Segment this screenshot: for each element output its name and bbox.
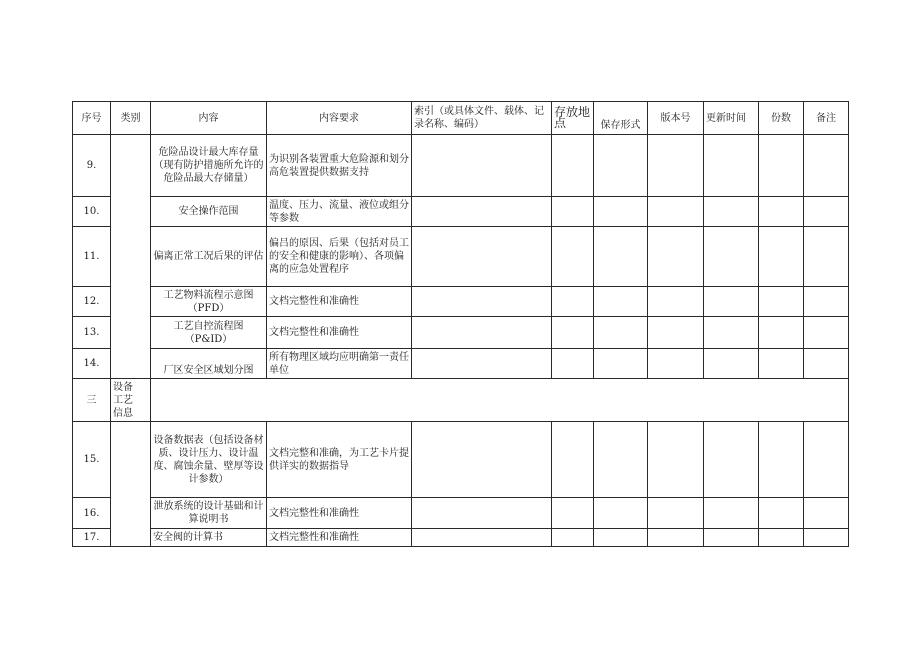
table-row: [73, 349, 849, 379]
row-no: 10.: [73, 197, 111, 227]
section-fill: [151, 379, 849, 422]
row-version: [648, 197, 704, 227]
table-row: [73, 287, 849, 317]
row-copies: [759, 349, 804, 379]
row-no: 13.: [73, 317, 111, 349]
row-no: 17.: [73, 529, 111, 547]
row-update-time: [704, 227, 759, 287]
header-category: 类别: [111, 102, 151, 135]
header-requirement: 内容要求: [267, 102, 412, 135]
row-storage-form: [594, 422, 648, 498]
table-row: [73, 197, 849, 227]
header-version: 版本号: [648, 102, 704, 135]
row-update-time: [704, 287, 759, 317]
row-storage-form: [594, 498, 648, 529]
row-copies: [759, 227, 804, 287]
row-update-time: [704, 529, 759, 547]
row-storage-form: [594, 287, 648, 317]
table-row: [73, 317, 849, 349]
row-content: 安全操作范围: [151, 197, 267, 227]
section-row: [73, 379, 849, 422]
row-requirement: 为识别各装置重大危险源和划分高危装置提供数据支持: [267, 135, 412, 197]
row-version: [648, 422, 704, 498]
row-requirement: 文档完整性和准确性: [267, 529, 412, 547]
header-content: 内容: [151, 102, 267, 135]
row-location: [552, 529, 594, 547]
row-version: [648, 317, 704, 349]
row-storage-form: [594, 317, 648, 349]
row-content: 工艺物料流程示意图（PFD）: [151, 287, 267, 317]
row-requirement: 文档完整和准确，为工艺卡片提供详实的数据指导: [267, 422, 412, 498]
row-update-time: [704, 197, 759, 227]
header-index: 索引（或具体文件、载体、记录名称、编码）: [412, 102, 552, 135]
section-title: [111, 379, 151, 422]
row-remarks: [804, 135, 849, 197]
row-remarks: [804, 349, 849, 379]
row-index: [412, 498, 552, 529]
row-location: [552, 287, 594, 317]
row-copies: [759, 197, 804, 227]
row-index: [412, 227, 552, 287]
row-no: 11.: [73, 227, 111, 287]
row-remarks: [804, 529, 849, 547]
row-index: [412, 422, 552, 498]
row-index: [412, 349, 552, 379]
row-version: [648, 529, 704, 547]
row-requirement: 所有物理区域均应明确第一责任单位: [267, 349, 412, 379]
section-title-text: 设备工艺信息: [113, 381, 133, 419]
row-location: [552, 227, 594, 287]
category-cell: [111, 422, 151, 547]
row-index: [412, 135, 552, 197]
row-location: [552, 422, 594, 498]
row-requirement: 文档完整性和准确性: [267, 317, 412, 349]
header-no: 序号: [73, 102, 111, 135]
row-remarks: [804, 227, 849, 287]
row-version: [648, 498, 704, 529]
row-update-time: [704, 135, 759, 197]
row-copies: [759, 317, 804, 349]
row-no: 14.: [73, 349, 111, 379]
document-table: [72, 101, 849, 547]
row-update-time: [704, 317, 759, 349]
row-location: [552, 349, 594, 379]
row-no: 12.: [73, 287, 111, 317]
row-location: [552, 135, 594, 197]
row-content: 泄放系统的设计基础和计算说明书: [151, 498, 267, 529]
row-remarks: [804, 317, 849, 349]
row-update-time: [704, 422, 759, 498]
row-index: [412, 317, 552, 349]
row-storage-form: [594, 197, 648, 227]
header-copies: 份数: [759, 102, 804, 135]
table-row: [73, 227, 849, 287]
row-no: 16.: [73, 498, 111, 529]
row-update-time: [704, 349, 759, 379]
row-requirement: 文档完整性和准确性: [267, 287, 412, 317]
header-remarks: 备注: [804, 102, 849, 135]
row-remarks: [804, 498, 849, 529]
row-requirement: 温度、压力、流量、液位或组分等参数: [267, 197, 412, 227]
row-remarks: [804, 287, 849, 317]
row-version: [648, 227, 704, 287]
row-copies: [759, 422, 804, 498]
row-content: 厂区安全区域划分图: [151, 349, 267, 379]
row-index: [412, 529, 552, 547]
header-location: 存放地点: [552, 102, 594, 135]
row-copies: [759, 287, 804, 317]
row-requirement: 文档完整性和准确性: [267, 498, 412, 529]
row-content: 危险品设计最大库存量（现有防护措施所允许的危险品最大存储量）: [151, 135, 267, 197]
row-copies: [759, 529, 804, 547]
row-content: 安全阀的计算书: [151, 529, 267, 547]
row-copies: [759, 135, 804, 197]
row-version: [648, 287, 704, 317]
table-row: [73, 529, 849, 547]
table-row: [73, 422, 849, 498]
section-no: 三: [73, 379, 111, 422]
category-cell: [111, 135, 151, 379]
row-content: 偏离正常工况后果的评估: [151, 227, 267, 287]
row-index: [412, 197, 552, 227]
row-remarks: [804, 422, 849, 498]
row-storage-form: [594, 349, 648, 379]
row-storage-form: [594, 135, 648, 197]
table-row: [73, 498, 849, 529]
row-content: 工艺自控流程图（P&ID）: [151, 317, 267, 349]
row-location: [552, 197, 594, 227]
table-row: [73, 135, 849, 197]
row-version: [648, 135, 704, 197]
row-location: [552, 317, 594, 349]
row-remarks: [804, 197, 849, 227]
row-update-time: [704, 498, 759, 529]
header-update-time: 更新时间: [704, 102, 759, 135]
row-content: 设备数据表（包括设备材质、设计压力、设计温度、腐蚀余量、壁厚等设计参数）: [151, 422, 267, 498]
header-row: [73, 102, 849, 135]
row-storage-form: [594, 227, 648, 287]
row-requirement: 偏吕的原因、后果（包括对员工的安全和健康的影响）、各项偏离的应急处置程序: [267, 227, 412, 287]
header-storage-form: 保存形式: [594, 102, 648, 135]
row-version: [648, 349, 704, 379]
row-no: 15.: [73, 422, 111, 498]
row-copies: [759, 498, 804, 529]
row-no: 9.: [73, 135, 111, 197]
row-storage-form: [594, 529, 648, 547]
row-location: [552, 498, 594, 529]
row-index: [412, 287, 552, 317]
